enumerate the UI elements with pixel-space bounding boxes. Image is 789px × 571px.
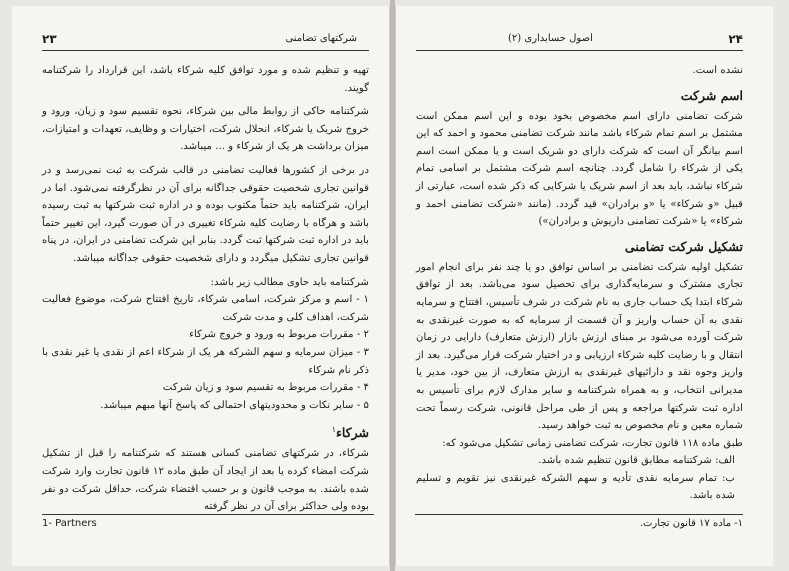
paragraph: تهیه و تنظیم شده و مورد توافق کلیه شرکاء باشد، این قرارداد را شرکتنامه گویند. bbox=[42, 65, 369, 94]
right-page-number: ۲۴ bbox=[728, 32, 743, 46]
left-running-title: شرکتهای تضامنی bbox=[285, 33, 357, 44]
footnote-divider bbox=[415, 514, 743, 515]
clause: ب: تمام سرمایه نقدی تأدیه و سهم الشرکه غیرنقدی نیز تقویم و تسلیم شده باشد. bbox=[416, 472, 735, 502]
section-heading: اسم شرکت bbox=[680, 87, 743, 103]
paragraph: طبق ماده ۱۱۸ قانون تجارت، شرکت تضامنی زمانی تشکیل می‌شود که: bbox=[442, 437, 743, 449]
paragraph: تشکیل اولیه شرکت تضامنی بر اساس توافق دو یا چند نفر برای انجام امور تجاری مشترک و سرمایه‌گذاری برای تحصیل سود می‌باشد. بعد از توافق شرکاء ابتدا یک حساب جاری به نام شرکت در شرف تأسیس، افتتاح و سرمایه نقدی به آن حساب واریز و آن قسمت از سرمایه که به صورت غیرنقدی به شرکت آورده می‌شود بر مبنای ارزش بازار (ارزش متعارف) دارایی در زمان انتقال و با رضایت کلیه شرکاء ارزیابی و در اختیار شرکت قرار می‌گیرد. بعد از واریز وجوه نقد و دارائیهای غیرنقدی به ارزش متعارف، از بین خود، مدیر یا مدیرانی انتخاب، و به همراه شرکتنامه و سایر مدارک لازم برای تأسیس به اداره ثبت شرکتها مراجعه و پس از طی مراحل قانونی، شرکت رسماً تحت شماره معین و نام مخصوص به ثبت خواهد رسید. bbox=[416, 261, 743, 432]
clause: الف: شرکتنامه مطابق قانون تنظیم شده باشد. bbox=[538, 455, 735, 467]
list-item: ۲ - مقررات مربوط به ورود و خروج شرکاء bbox=[189, 329, 369, 341]
paragraph: شرکاء، در شرکتهای تضامنی کسانی هستند که شرکتنامه را قبل از تشکیل شرکت امضاء کرده یا بعد از ایجاد آن طبق ماده ۱۲ قانون تجارت وارد شرکت شده باشند. به موجب قانون و بر حسب اقتضاء شرکت، حداقل شرکت دو نفر بوده ولی حداکثر برای آن در نظر گرفته bbox=[42, 448, 370, 513]
right-running-head bbox=[416, 32, 743, 51]
left-footnote: 1- Partners bbox=[42, 518, 97, 529]
list-item: ۴ - مقررات مربوط به تقسیم سود و زیان شرکت bbox=[162, 382, 369, 394]
left-running-head bbox=[42, 32, 369, 51]
right-running-title: اصول حسابداری (۲) bbox=[508, 33, 593, 44]
footnote-divider bbox=[42, 514, 374, 515]
paragraph: در برخی از کشورها فعالیت تضامنی در قالب شرکت به ثبت نمی‌رسد و در قوانین تجاری شخصیت حقوقی جداگانه برای آن در نظرگرفته نمی‌شود. اما در ایران، شرکتنامه باید حتماً مکتوب بوده و در اداره ثبت شرکتها به ثبت رسیده باشد و هرگاه با رضایت کلیه شرکاء تغییری در آن صورت گیرد، این تغییر حتماً باید در اداره ثبت شرکتها ثبت گردد. بنابر این شرکت تضامنی در ایران، در پناه قوانین تجاری تشکیل میگردد و دارای شخصیت حقوقی جداگانه میباشد. bbox=[42, 164, 369, 264]
left-page-number: ۲۳ bbox=[42, 32, 57, 46]
paragraph: شرکت تضامنی دارای اسم مخصوص بخود بوده و این اسم ممکن است مشتمل بر اسم تمام شرکاء باشد مانند شرکت تضامنی محمود و احمد که این اسم بیانگر آن است که شرکت دارای دو شریک است و یا ممکن است اسم یکی از شرکاء را شامل گردد. چنانچه اسم شرکت مشتمل بر اسامی تمام شرکاء نباشد، باید بعد از اسم شریک یا شرکایی که ذکر شده است، عبارتی از قبیل «و شرکاء» یا «و برادران» قید گردد. (مانند «شرکت تضامنی احمد و شرکاء» یا «شرکت تضامنی داریوش و برادران») bbox=[416, 110, 743, 228]
right-page-body bbox=[416, 62, 743, 505]
section-heading: تشکیل شرکت تضامنی bbox=[624, 238, 743, 254]
section-heading bbox=[42, 420, 369, 443]
paragraph: نشده است. bbox=[692, 65, 743, 76]
footnote-marker: ۱ bbox=[331, 425, 336, 435]
right-page bbox=[395, 6, 773, 566]
left-page-body bbox=[42, 62, 369, 516]
list-intro: شرکتنامه باید حاوی مطالب زیر باشد: bbox=[210, 276, 369, 288]
right-footnote: ۱- ماده ۱۷ قانون تجارت. bbox=[639, 518, 743, 529]
section-heading-text: شرکاء bbox=[335, 425, 369, 441]
paragraph: شرکتنامه حاکی از روابط مالی بین شرکاء، نحوه تقسیم سود و زیان، ورود و خروج شریک یا شرکاء، انحلال شرکت، اختیارات و وظایف، تعهدات و امتیازات، میزان برداشت هر یک از شرکاء و ... میباشد. bbox=[42, 106, 369, 153]
list-item: ۵ - سایر نکات و محدودیتهای احتمالی که پاسخ آنها مبهم میباشد. bbox=[100, 399, 369, 411]
left-page bbox=[12, 6, 390, 566]
list-item: ۳ - میزان سرمایه و سهم الشرکه هر یک از شرکاء اعم از نقدی یا غیر نقدی با ذکر نام شرکاء bbox=[42, 346, 369, 376]
list-item: ۱ - اسم و مرکز شرکت، اسامی شرکاء، تاریخ افتتاح شرکت، موضوع فعالیت شرکت، اهداف کلی و مدت شرکت bbox=[42, 294, 369, 323]
